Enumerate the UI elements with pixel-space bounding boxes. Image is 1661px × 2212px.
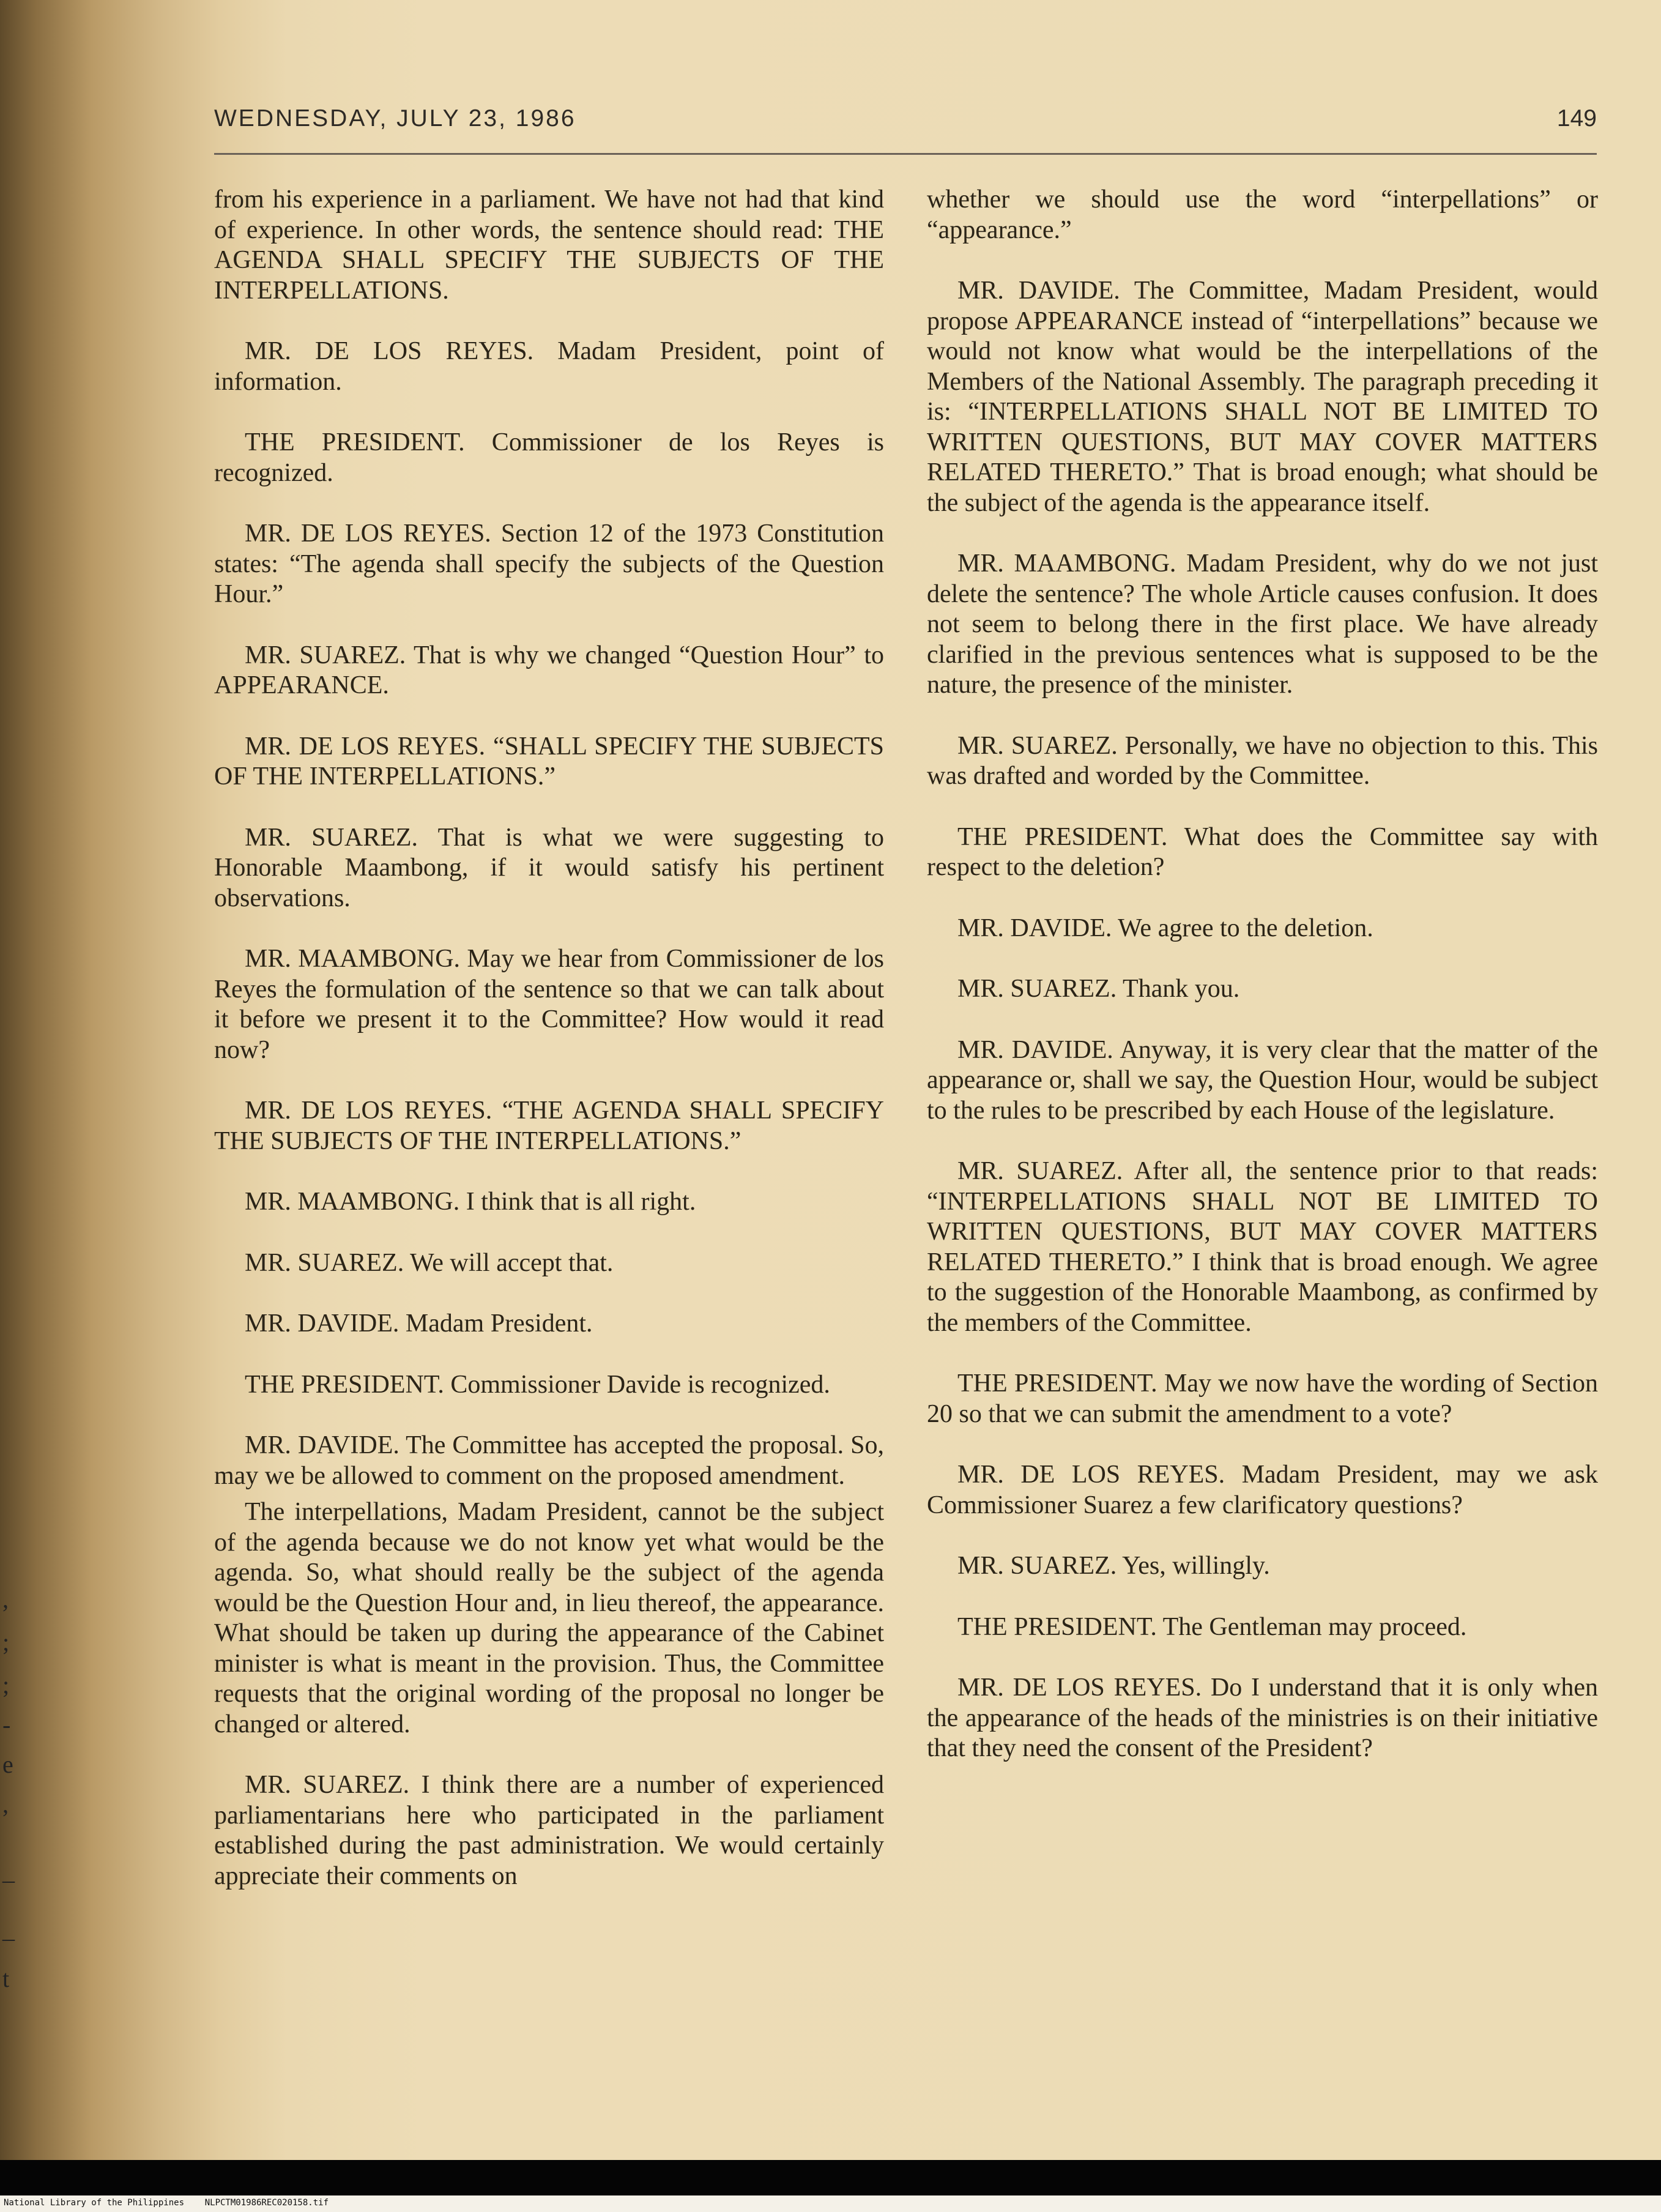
page-number: 149: [1556, 105, 1597, 132]
paragraph: MR. DE LOS REYES. Do I understand that it is only when the appearance of the heads of the ministries is on their initiative that they need the consent of the President?: [927, 1674, 1598, 1762]
paragraph: MR. DE LOS REYES. “THE AGENDA SHALL SPECIFY THE SUBJECTS OF THE INTERPELLATIONS.”: [214, 1097, 884, 1155]
paragraph: THE PRESIDENT. Commissioner Davide is recognized.: [245, 1370, 830, 1399]
margin-mark: _: [2, 1916, 15, 1943]
paragraph: MR. MAAMBONG. Madam President, why do we not just delete the sentence? The whole Article causes confusion. It does not seem to belong there in the first place. We have already clarified in the previous sentences what is supposed to be the nature, the presence of the minister.: [927, 549, 1598, 699]
scan-footer-caption: National Library of the Philippines NLPCTM01986REC020158.tif: [4, 2198, 329, 2208]
paragraph: THE PRESIDENT. Commissioner de los Reyes is recognized.: [214, 428, 884, 487]
paragraph: MR. DE LOS REYES. Madam President, may we ask Commissioner Suarez a few clarificatory questions?: [927, 1461, 1598, 1519]
paragraph: THE PRESIDENT. The Gentleman may proceed.: [957, 1612, 1467, 1641]
paragraph: MR. DE LOS REYES. “SHALL SPECIFY THE SUBJECTS OF THE INTERPELLATIONS.”: [214, 732, 884, 791]
margin-mark: -: [2, 1711, 11, 1738]
margin-mark: t: [2, 1965, 10, 1992]
paragraph: MR. MAAMBONG. I think that is all right.: [245, 1188, 696, 1216]
paragraph: MR. SUAREZ. Personally, we have no objection to this. This was drafted and worded by the Committee.: [927, 731, 1598, 790]
margin-mark: e: [2, 1751, 13, 1778]
paragraph: THE PRESIDENT. What does the Committee say with respect to the deletion?: [927, 822, 1598, 881]
margin-mark: ,: [2, 1585, 9, 1613]
page-header: [214, 105, 1597, 148]
paragraph: MR. DAVIDE. Anyway, it is very clear that the matter of the appearance or, shall we say, the Question Hour, would be subject to the rules to be prescribed by each House of the legislature.: [927, 1035, 1598, 1125]
paragraph: MR. SUAREZ. We will accept that.: [245, 1248, 614, 1277]
left-margin-bleed-marks: [0, 1560, 24, 2050]
paragraph: The interpellations, Madam President, cannot be the subject of the agenda because we do not know yet what would be the agenda. So, what should really be the subject of the agenda would be the Question Hour and, in lieu thereof, the appearance. What should be taken up during the appearance of the Cabinet minister is what is meant in the provision. Thus, the Committee requests that the original wording of the proposal no longer be changed or altered.: [214, 1498, 884, 1738]
scan-bottom-bar: [0, 2160, 1661, 2195]
margin-mark: ;: [2, 1671, 10, 1699]
paragraph: from his experience in a parliament. We have not had that kind of experience. In other words, the sentence should read: THE AGENDA SHALL SPECIFY THE SUBJECTS OF THE INTERPELLATIONS.: [214, 185, 884, 305]
left-text-column: [214, 185, 884, 1922]
right-text-column: [927, 185, 1598, 1795]
header-divider: [214, 153, 1597, 155]
paragraph: MR. DAVIDE. We agree to the deletion.: [957, 914, 1373, 942]
header-date: WEDNESDAY, JULY 23, 1986: [214, 105, 576, 132]
margin-mark: _: [2, 1858, 15, 1885]
paragraph: MR. DAVIDE. The Committee, Madam President, would propose APPEARANCE instead of “interpellations” because we would not know what would be the interpellations of the Members of the National Assembly. The paragraph preceding it is: “INTERPELLATIONS SHALL NOT BE LIMITED TO WRITTEN QUESTIONS, BUT MAY COVER MATTERS RELATED THERETO.” That is broad enough; what should be the subject of the agenda is the appearance itself.: [927, 277, 1598, 517]
paragraph: MR. SUAREZ. Thank you.: [957, 975, 1240, 1003]
paragraph: MR. DE LOS REYES. Madam President, point of information.: [214, 337, 884, 396]
paragraph: MR. DAVIDE. Madam President.: [245, 1309, 593, 1338]
margin-mark: ;: [2, 1628, 10, 1656]
paragraph: MR. DAVIDE. The Committee has accepted the proposal. So, may we be allowed to comment on the proposed amendment.: [214, 1431, 884, 1490]
paragraph: THE PRESIDENT. May we now have the wording of Section 20 so that we can submit the amendment to a vote?: [927, 1369, 1598, 1428]
margin-mark: ,: [2, 1790, 9, 1818]
paragraph: MR. SUAREZ. That is why we changed “Question Hour” to APPEARANCE.: [214, 641, 884, 699]
paragraph: MR. SUAREZ. That is what we were suggesting to Honorable Maambong, if it would satisfy his pertinent observations.: [214, 823, 884, 912]
paragraph: MR. SUAREZ. Yes, willingly.: [957, 1552, 1270, 1580]
paragraph: MR. DE LOS REYES. Section 12 of the 1973 Constitution states: “The agenda shall specify the subjects of the Question Hour.”: [214, 519, 884, 608]
paragraph: MR. MAAMBONG. May we hear from Commissioner de los Reyes the formulation of the sentence so that we can talk about it before we present it to the Committee? How would it read now?: [214, 945, 884, 1064]
paragraph: MR. SUAREZ. After all, the sentence prior to that reads: “INTERPELLATIONS SHALL NOT BE LIMITED TO WRITTEN QUESTIONS, BUT MAY COVER MATTERS RELATED THERETO.” I think that is broad enough. We agree to the suggestion of the Honorable Maambong, as confirmed by the members of the Committee.: [927, 1157, 1598, 1337]
paragraph: whether we should use the word “interpellations” or “appearance.”: [927, 185, 1598, 244]
paragraph: MR. SUAREZ. I think there are a number of experienced parliamentarians here who participated in the parliament established during the past administration. We would certainly appreciate their comments on: [214, 1771, 884, 1890]
